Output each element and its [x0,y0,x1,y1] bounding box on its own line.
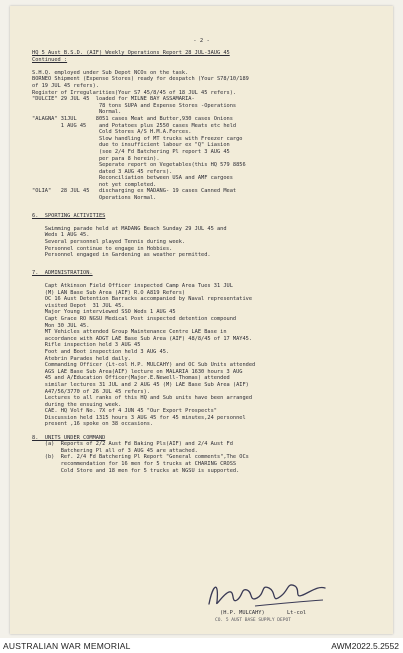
text-line: (b) Ref. 2/4 Fd Batchering Pl Report "General comments",The OCs [32,454,249,461]
text-line [32,276,382,283]
text-line: Operations Normal. [32,195,157,202]
text-line: accordance with ADGT LAE Base Sub Area (AIF) 48/8/45 of 17 MAY45. [32,335,253,342]
text-line: 45 and A/Education Officer(Major.E.Newell-Thomas) attended [32,375,230,382]
text-line: Weds 1 AUG 45. [32,232,90,239]
text-line: AGS LAE Base Sub Area(AIF) lecture on MALARIA 1630 hours 3 AUG [32,368,243,375]
text-line: Personnel continue to engage in Hobbies. [32,245,173,252]
text-line: Normal. [32,109,122,116]
text-line: Capt Atkinson Field Officer inspected Camp Area Tues 31 JUL [32,283,233,289]
text-line: Slow handling of MT trucks with Freezer cargo [32,135,243,142]
signatory-title: CO. 5 AUST BASE SUPPLY DEPOT [215,618,291,623]
text-line: MT Vehicles attended Group Maintenance Centre LAE Base in [32,329,227,336]
text-line [32,202,382,213]
text-line: due to insufficient labour ex "Q" Liasion [32,142,230,149]
signature-icon [195,574,335,614]
text-line: Seperate report on Vegetables(this HQ 579 8856 [32,162,246,169]
text-line: HQ 5 Aust B.S.D. (AIF) Weekly Operations Report 28 JUL-3AUG 45 [32,50,230,56]
text-line: Register of Irregularities(Your S7 45/8/45 of 18 JUL 45 refers). [32,89,237,96]
document-page [10,6,393,634]
text-line: Commanding Officer (Lt-col H.P. MULCAHY) and OC Sub Units attended [32,362,256,369]
footer-bar [0,638,403,653]
text-line: visited Depot 31 JUL 45. [32,302,125,309]
text-line: Mon 30 JUL 45. [32,322,90,329]
text-line: OC 16 Aust Detention Barracks accompanied by Naval representative [32,296,253,303]
text-line: Cold Stores A/S H.M.A.Forces. [32,129,192,136]
text-line: 1 AUG 45 and Potatoes plus 2550 cases Meats etc held [32,122,237,129]
footer-accession-number: AWM2022.5.2552 [331,641,399,651]
text-line: Batchering Pl all of 3 AUG 45 are attached. [32,447,198,454]
text-line: similar lectures 31 JUL and 2 AUG 45 (M) LAE Base Sub Area (AIF) [32,381,249,388]
text-line: Capt Grace RO NGSU Medical Post inspected detention compound [32,315,237,322]
text-line: BORNEO Shipment (Expense Stores) ready for despatch (Your S78/10/189 [32,76,249,83]
typed-body [32,50,382,474]
text-line: CAE. HQ Volf No. 7X of 4 JUN 45 "Our Export Prospects" [32,408,217,415]
text-line [32,219,382,226]
text-line: A47/56/3770 of 26 JUL 45 refers). [32,388,150,395]
text-line: (M) LAN Base Sub Area (AIF) R.O A819 Refers) [32,289,186,296]
text-line: (see 2/4 Fd Batchering Pl report 3 AUG 45 [32,148,230,155]
text-line: "ALAGNA" 31JUL 8051 cases Meat and Butter,930 cases Onions [32,115,233,122]
text-line: "DULCIE" 29 JUL 45 loaded for MILNE BAY ASSAMARIA- [32,96,195,103]
text-line: 8. UNITS UNDER COMMAND [32,434,106,441]
text-line: recommendation for 16 men for 5 trucks at CHARING CROSS [32,461,237,468]
signatory-name: (H.P. MULCAHY) Lt-col [220,610,307,616]
text-line: Lectures to all ranks of this HQ and Sub units have been arranged [32,395,253,402]
footer-institution: AUSTRALIAN WAR MEMORIAL [3,641,131,651]
text-line: during the ensuing week. [32,401,122,408]
text-line: 6. SPORTING ACTIVITIES [32,212,106,219]
text-line: Personnel engaged in Gardening as weather permitted. [32,252,211,259]
text-line: present ,16 spoke on 38 occasions. [32,421,154,428]
text-line: dated 3 AUG 45 refers). [32,168,173,175]
text-line: "OLIA" 28 JUL 45 discharging ex MADANG- 19 cases Canned Meat [32,188,237,195]
text-line: S.H.Q. employed under Sub Depot NCOs on the task. [32,69,189,76]
text-line: Swimming parade held at MADANG Beach Sunday 29 JUL 45 and [32,225,227,232]
text-line: 7. ADMINISTRATION. [32,269,93,276]
text-line: Discussion held 1315 hours 3 AUG 45 for 45 minutes,24 personnel [32,414,246,421]
text-line: of 19 JUL 45 refers). [32,82,99,89]
text-line: Cold Store and 18 men for 5 trucks at NGSU is supported. [32,467,240,474]
page-number: - 2 - [193,38,210,44]
text-line: Continued : [32,56,68,63]
text-line [32,63,382,70]
text-line: Atebrin Parades held daily. [32,355,131,362]
text-line [32,259,382,270]
text-line: Foot and Boot inspection held 3 AUG 45. [32,348,170,355]
text-line: 78 tons SUPA and Expense Stores -Operations [32,102,237,109]
text-line [32,428,382,435]
text-line: not yet completed. [32,181,157,188]
text-line: Rifle inspection held 3 AUG 45 [32,342,141,349]
text-line: Several personnel played Tennis during week. [32,239,186,246]
text-line: Reconciliation between USA and AMF cargoes [32,175,233,182]
text-line: Major Young interviewed SSO Weds 1 AUG 45 [32,309,176,316]
text-line: (a) Reports of 2/2 Aust Fd Baking Pls(AIF) and 2/4 Aust Fd [32,441,233,448]
text-line: per para 8 herein). [32,155,160,162]
